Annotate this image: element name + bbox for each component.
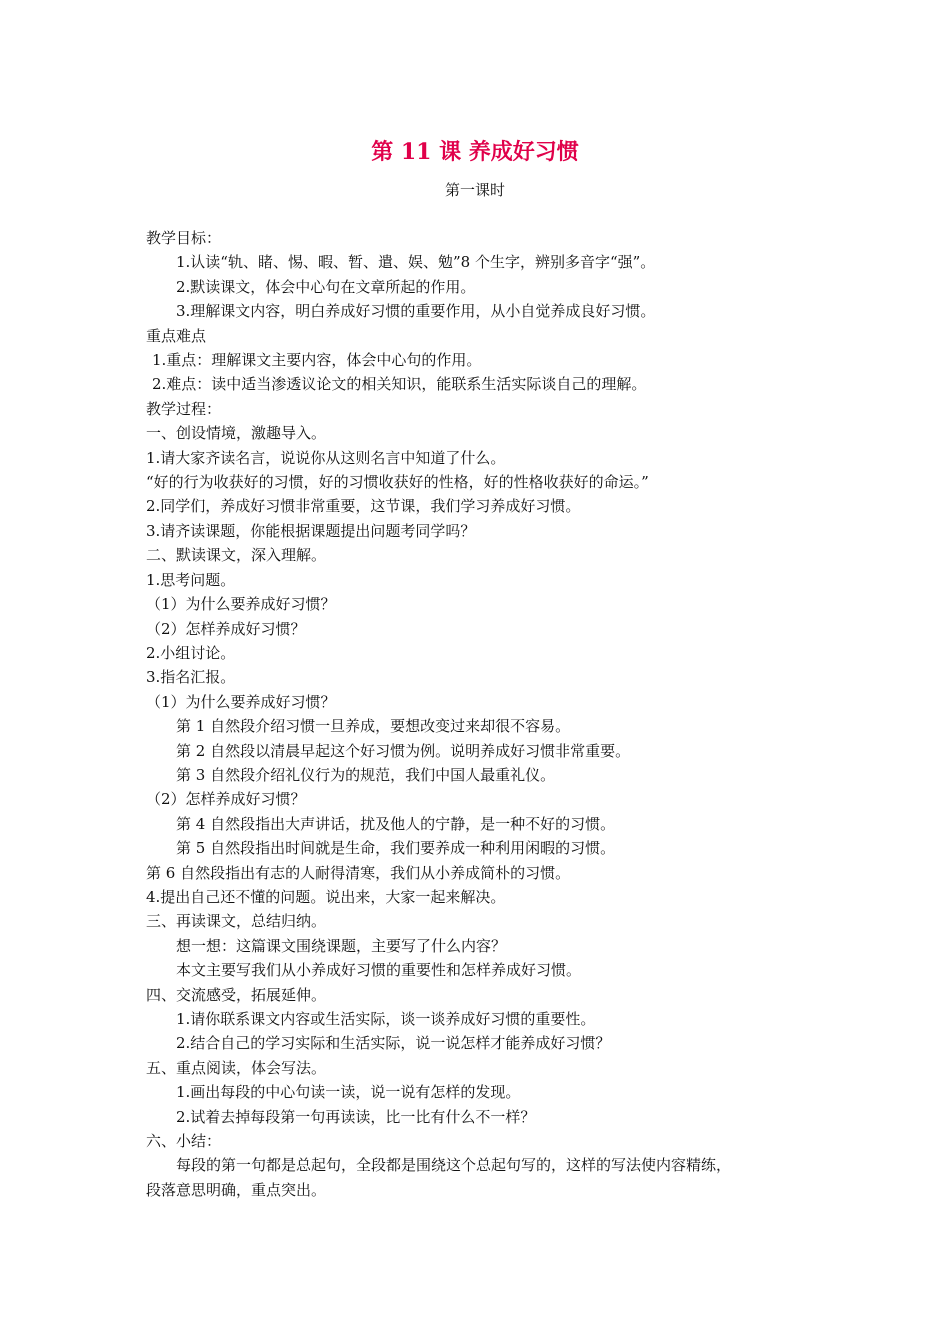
text-line: 第 5 自然段指出时间就是生命，我们要养成一种利用闲暇的习惯。	[176, 839, 616, 858]
text-line: 1.认读“轨、睹、惕、暇、暂、遣、娱、勉”8 个生字，辨别多音字“强”。	[176, 253, 656, 272]
text-line: 重点难点	[146, 326, 207, 345]
text-line: 段落意思明确，重点突出。	[146, 1180, 327, 1199]
text-line: 六、小结：	[146, 1132, 222, 1151]
text-line: “好的行为收获好的习惯，好的习惯收获好的性格，好的性格收获好的命运。”	[146, 473, 649, 492]
text-line: 1.请你联系课文内容或生活实际，谈一谈养成好习惯的重要性。	[176, 1010, 596, 1028]
text-line: 一、创设情境，激趣导入。	[146, 424, 327, 443]
text-line: 第 1 自然段介绍习惯一旦养成，要想改变过来却很不容易。	[176, 717, 571, 736]
text-line: 每段的第一句都是总起句，全段都是围绕这个总起句写的，这样的写法使内容精练，	[176, 1156, 732, 1175]
text-line: 1.画出每段的中心句读一读，说一说有怎样的发现。	[176, 1083, 521, 1102]
text-line: 2.试着去掉每段第一句再读读，比一比有什么不一样？	[176, 1107, 536, 1126]
text-line: （2）怎样养成好习惯？	[146, 619, 306, 638]
text-line: 第 4 自然段指出大声讲话，扰及他人的宁静，是一种不好的习惯。	[176, 814, 616, 833]
lesson-body	[146, 226, 816, 1202]
text-line: 第 2 自然段以清晨早起这个好习惯为例。说明养成好习惯非常重要。	[176, 741, 631, 760]
text-line: 二、默读课文，深入理解。	[146, 546, 327, 565]
text-line: 三、再读课文，总结归纳。	[146, 912, 327, 931]
text-line: （1）为什么要养成好习惯？	[146, 595, 336, 614]
text-line: 2.默读课文，体会中心句在文章所起的作用。	[176, 277, 476, 296]
text-line: 五、重点阅读，体会写法。	[146, 1058, 327, 1077]
text-line: 第 6 自然段指出有志的人耐得清寒，我们从小养成简朴的习惯。	[146, 863, 571, 882]
text-line: 3.请齐读课题，你能根据课题提出问题考同学吗？	[146, 521, 476, 540]
text-line: 1.请大家齐读名言，说说你从这则名言中知道了什么。	[146, 448, 506, 467]
text-line: 2.结合自己的学习实际和生活实际，说一说怎样才能养成好习惯？	[176, 1034, 611, 1053]
text-line: （2）怎样养成好习惯？	[146, 790, 306, 809]
text-line: 教学过程：	[146, 399, 222, 418]
text-line: 第 3 自然段介绍礼仪行为的规范，我们中国人最重礼仪。	[176, 765, 556, 784]
text-line: 4.提出自己还不懂的问题。说出来，大家一起来解决。	[146, 887, 506, 906]
text-line: 教学目标：	[146, 229, 222, 247]
text-line: 想一想：这篇课文围绕课题，主要写了什么内容？	[176, 936, 507, 955]
text-line: （1）为什么要养成好习惯？	[146, 692, 336, 711]
text-line: 1.重点：理解课文主要内容，体会中心句的作用。	[152, 351, 482, 370]
lesson-title: 第 11 课 养成好习惯	[371, 139, 579, 165]
lesson-subtitle: 第一课时	[444, 181, 505, 199]
text-line: 2.小组讨论。	[146, 643, 236, 662]
text-line: 四、交流感受，拓展延伸。	[146, 985, 327, 1004]
text-line: 3.理解课文内容，明白养成好习惯的重要作用，从小自觉养成良好习惯。	[176, 302, 656, 321]
text-line: 2.同学们，养成好习惯非常重要，这节课，我们学习养成好习惯。	[146, 497, 581, 516]
text-line: 本文主要写我们从小养成好习惯的重要性和怎样养成好习惯。	[176, 961, 582, 980]
text-line: 2.难点：读中适当渗透议论文的相关知识，能联系生活实际谈自己的理解。	[152, 375, 647, 394]
text-line: 1.思考问题。	[146, 570, 236, 589]
text-line: 3.指名汇报。	[146, 668, 236, 687]
